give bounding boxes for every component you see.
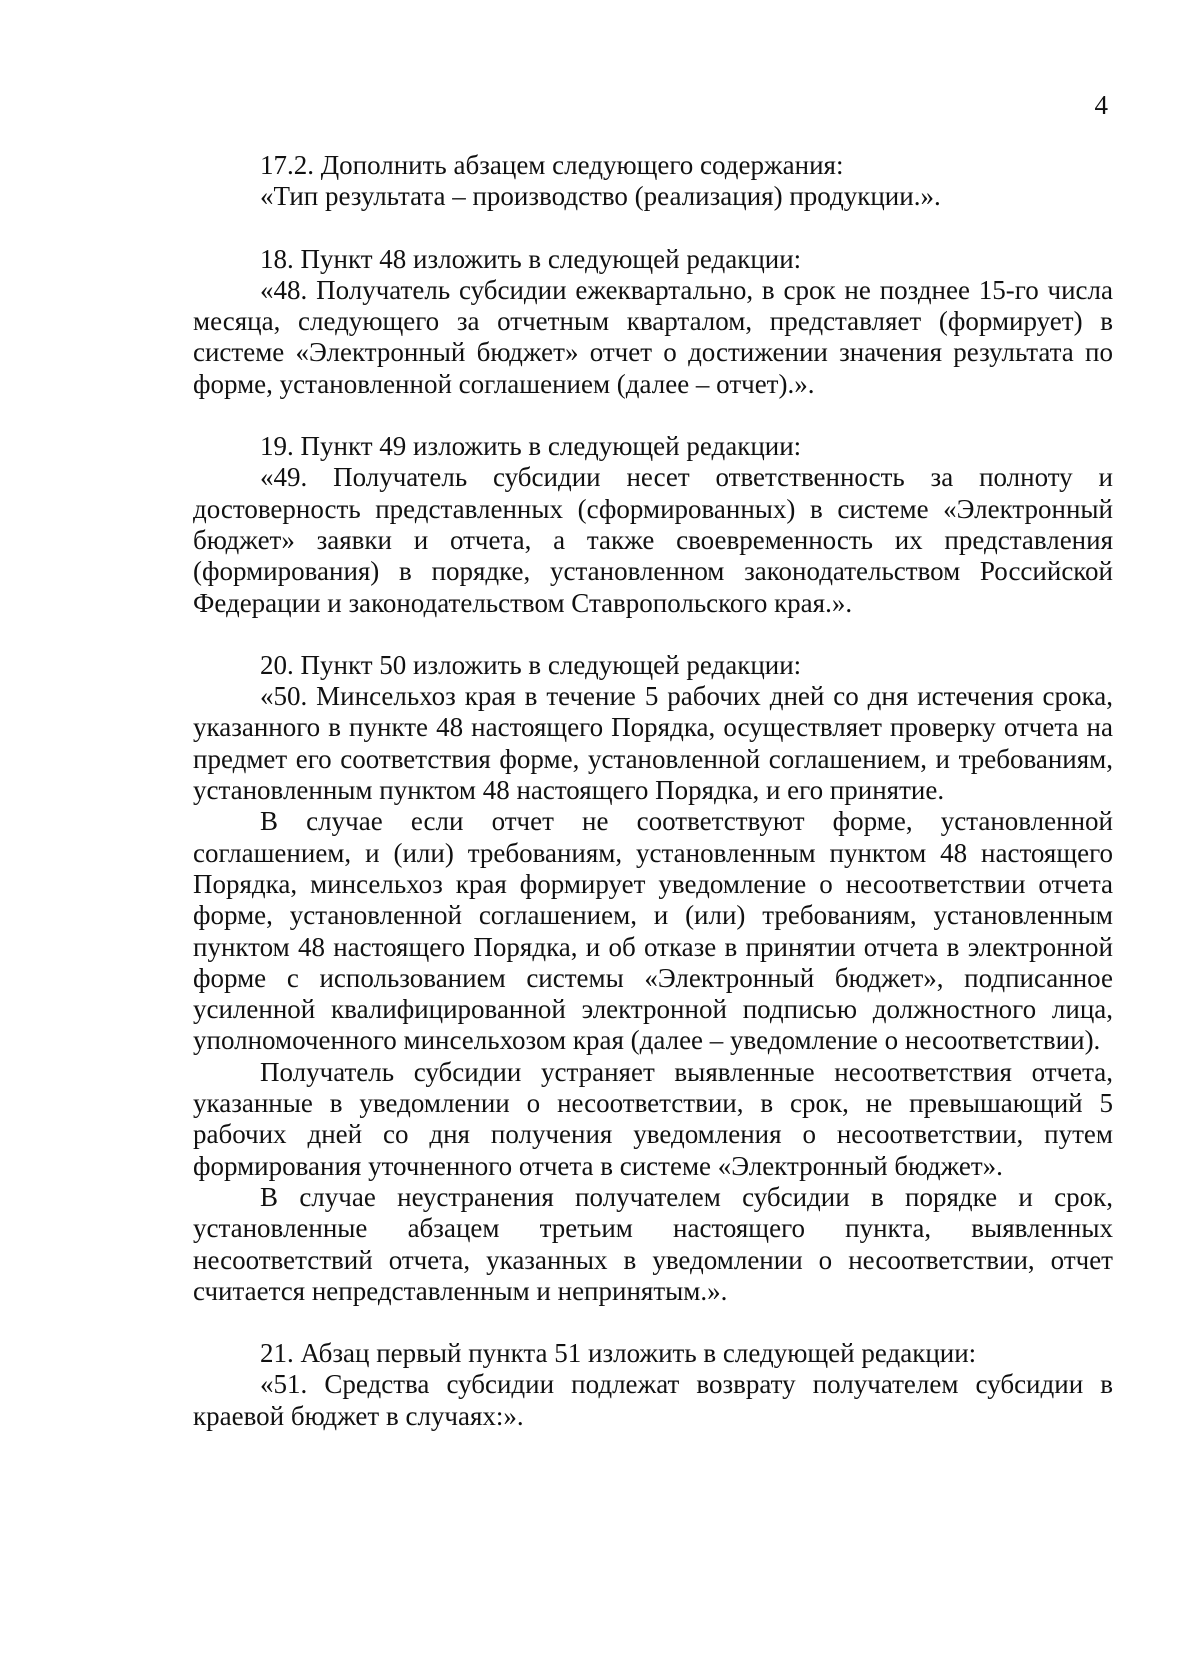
page-number: 4 (1094, 90, 1108, 120)
section-17-2 (193, 150, 1113, 213)
section-heading: 19. Пункт 49 изложить в следующей редакции: (260, 431, 802, 462)
section-18 (193, 244, 1113, 400)
section-paragraph: «48. Получатель субсидии ежеквартально, в срок не позднее 15-го числа месяца, следующего за отчетным кварталом, представляет (формирует) в системе «Электронный бюджет» отчет о достижении значения результата по форме, установленной соглашением (далее – отчет).». (193, 274, 1113, 399)
section-20 (193, 650, 1113, 1307)
section-paragraph: В случае неустранения получателем субсидии в порядке и срок, установленные абзацем третьим настоящего пункта, выявленных несоответствий отчета, указанных в уведомлении о несоответствии, отчет считается непредставленным и непринятым.». (193, 1181, 1113, 1306)
section-paragraph: «Тип результата – производство (реализация) продукции.». (260, 181, 941, 212)
section-paragraph: «51. Средства субсидии подлежат возврату получателем субсидии в краевой бюджет в случаях:». (193, 1369, 1113, 1431)
section-heading: 18. Пункт 48 изложить в следующей редакции: (260, 243, 802, 274)
section-paragraph: «50. Минсельхоз края в течение 5 рабочих дней со дня истечения срока, указанного в пункте 48 настоящего Порядка, осуществляет проверку отчета на предмет его соответствия форме, установленной соглашением, и требованиям, установленным пунктом 48 настоящего Порядка, и его принятие. (193, 681, 1113, 806)
section-paragraph: В случае если отчет не соответствуют форме, установленной соглашением, и (или) требованиям, установленным пунктом 48 настоящего Порядка, минсельхоз края формирует уведомление о несоответствии отчета форме, установленной соглашением, и (или) требованиям, установленным пунктом 48 настоящего Порядка, и об отказе в принятии отчета в электронной форме с использованием системы «Электронный бюджет», подписанное усиленной квалифицированной электронной подписью должностного лица, уполномоченного минсельхозом края (далее – уведомление о несоответствии). (193, 806, 1113, 1056)
section-19 (193, 431, 1113, 619)
section-heading: 20. Пункт 50 изложить в следующей редакции: (260, 649, 802, 680)
document-body (193, 150, 1113, 1463)
section-paragraph: Получатель субсидии устраняет выявленные несоответствия отчета, указанные в уведомлении о несоответствии, в срок, не превышающий 5 рабочих дней со дня получения уведомления о несоответствии, путем формирования уточненного отчета в системе «Электронный бюджет». (193, 1056, 1113, 1181)
section-heading: 21. Абзац первый пункта 51 изложить в следующей редакции: (260, 1338, 977, 1369)
section-21 (193, 1338, 1113, 1432)
section-heading: 17.2. Дополнить абзацем следующего содержания: (260, 150, 844, 180)
section-paragraph: «49. Получатель субсидии несет ответственность за полноту и достоверность представленных (сформированных) в системе «Электронный бюджет» заявки и отчета, а также своевременность их представления (формирования) в порядке, установленном законодательством Российской Федерации и законодательством Ставропольского края.». (193, 462, 1113, 618)
